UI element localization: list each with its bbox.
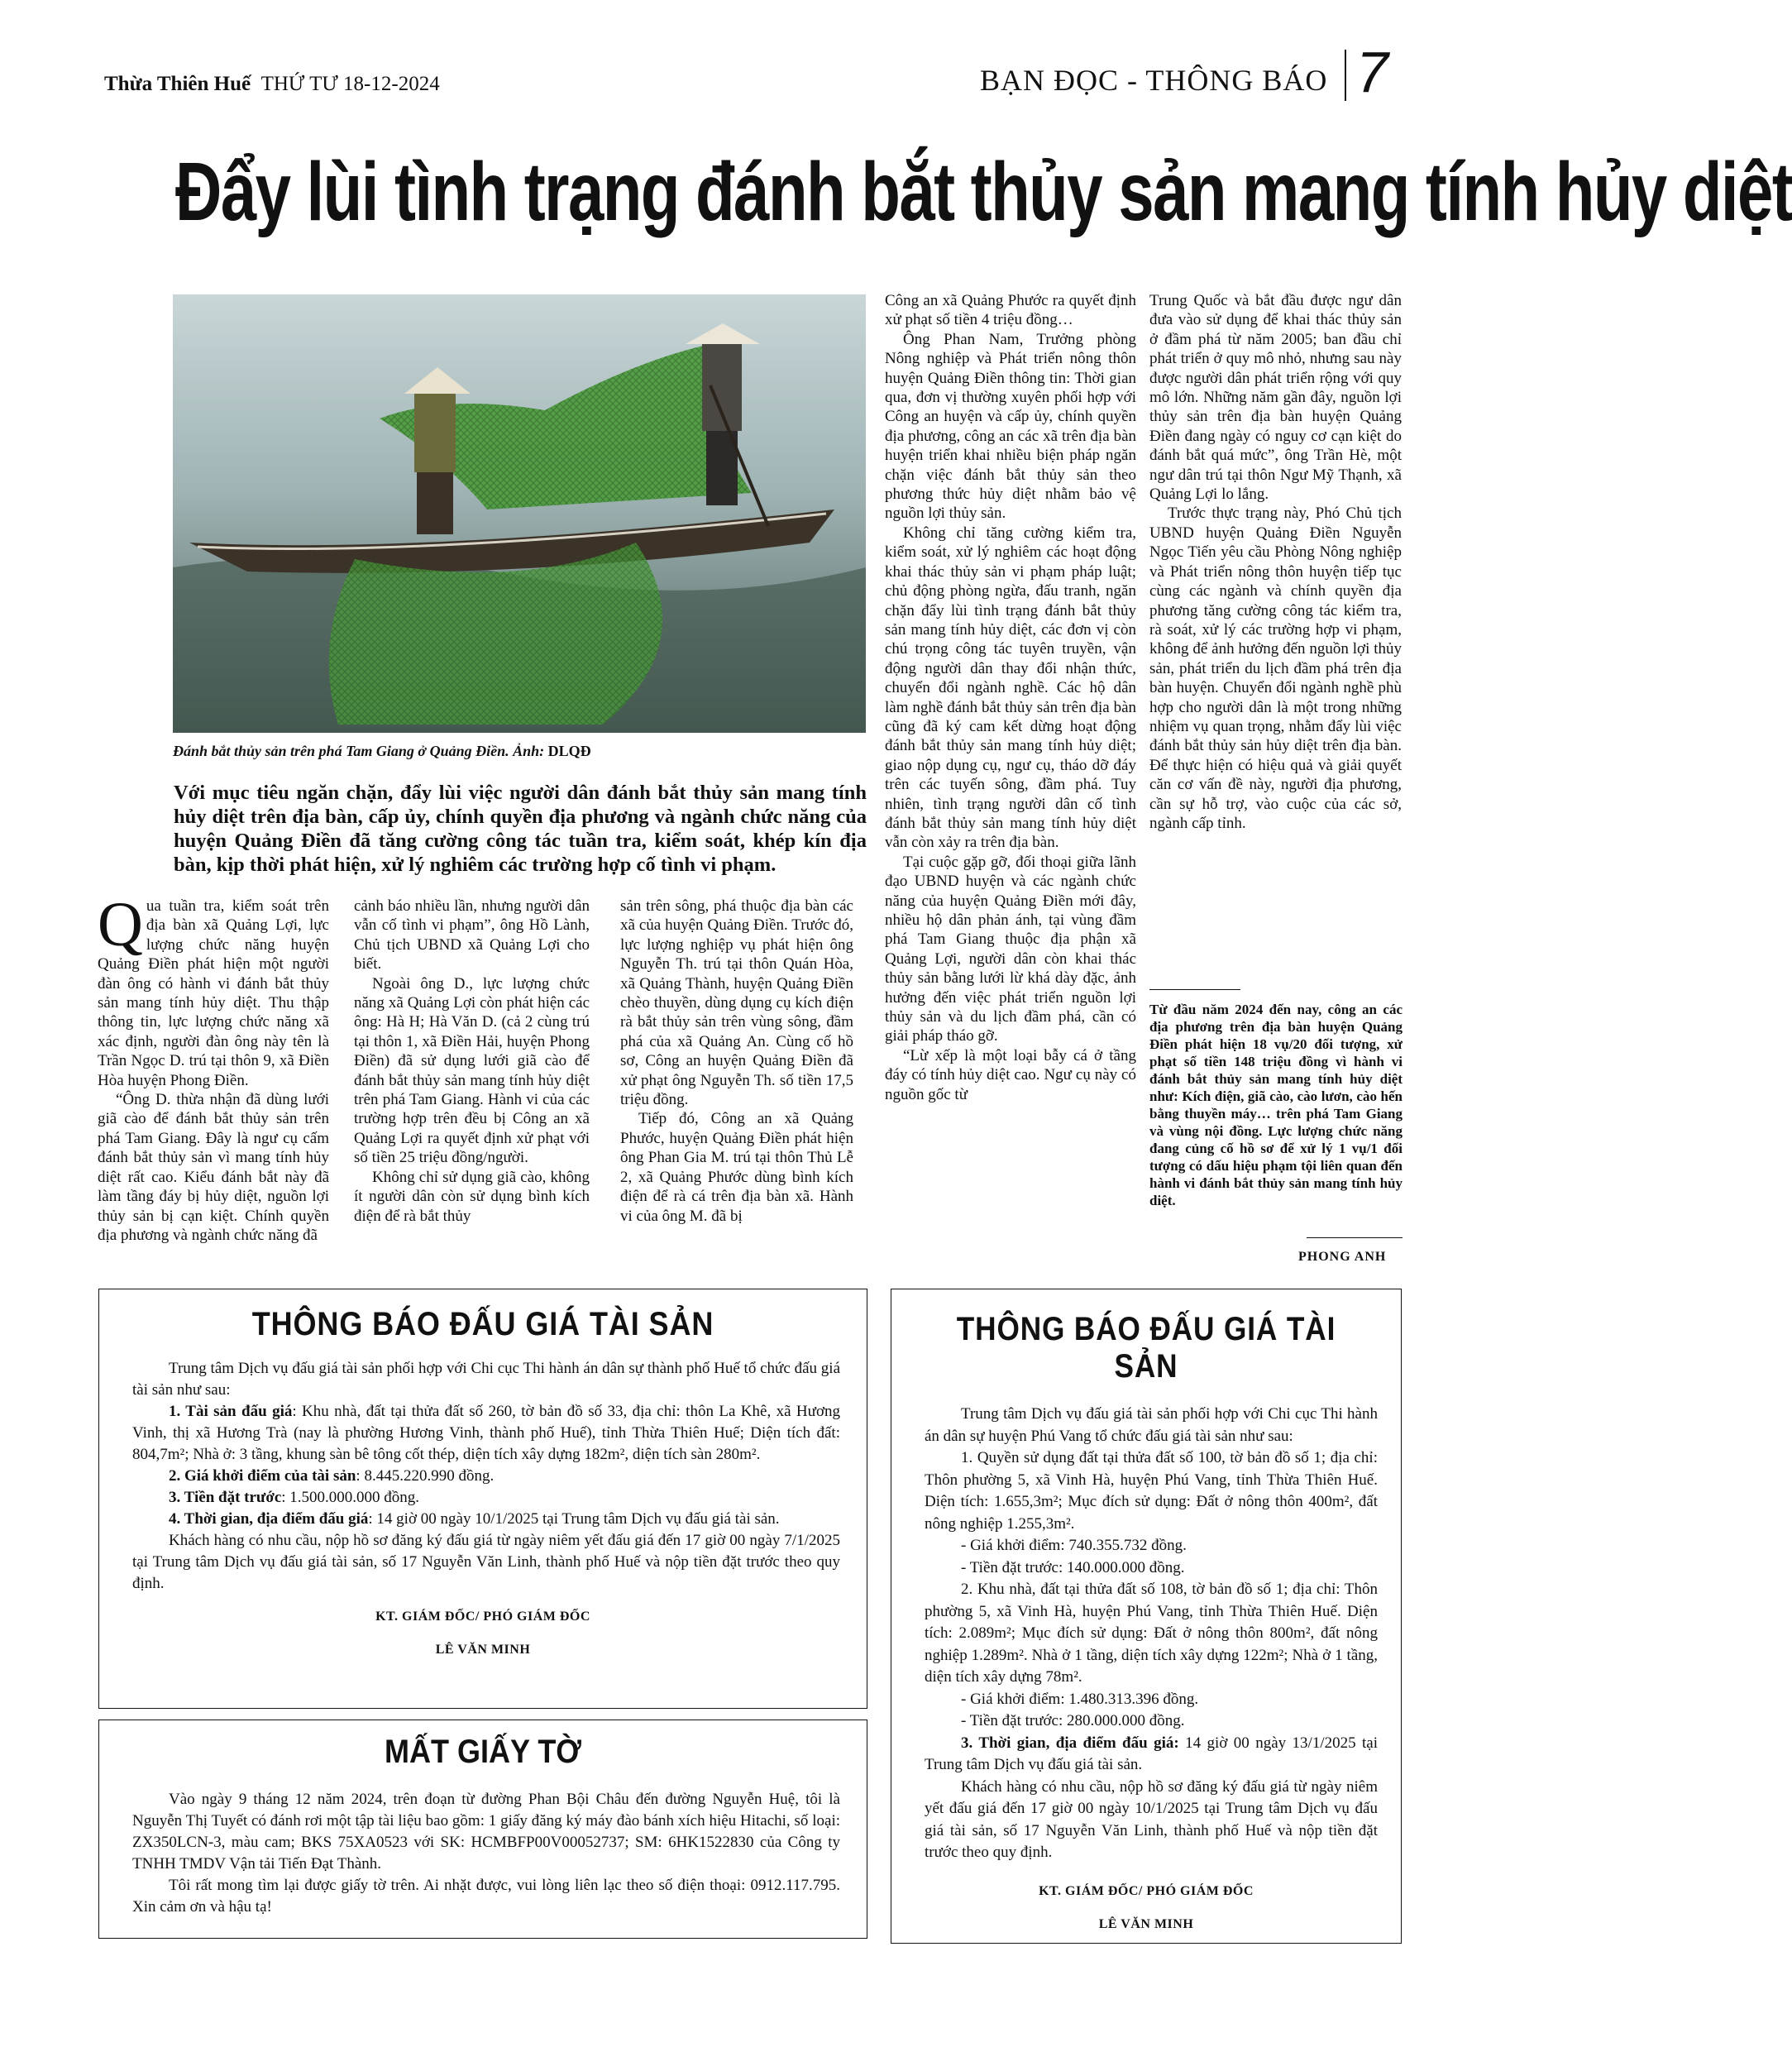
byline: PHONG ANH: [1298, 1250, 1387, 1264]
notice-body: Trung tâm Dịch vụ đấu giá tài sản phối hợp với Chi cục Thi hành án dân sự huyện Phú Vang tổ chức đấu giá tài sản như sau: 1. Quyền sử dụng đất tại thửa đất số 100, tờ bản đồ số 1; địa chỉ: Thôn phường 5, xã Vinh Hà, huyện Phú Vang, tỉnh Thừa Thiên Huế. Diện tích: 1.655,3m²; Mục đích sử dụng: Đất ở nông thôn 400m², đất nông nghiệp 1.255,3m². - Giá khởi điểm: 740.355.732 đồng. - Tiền đặt trước: 140.000.000 đồng. 2. Khu nhà, đất tại thửa đất số 108, tờ bản đồ số 1; địa chỉ: Thôn phường 5, xã Vinh Hà, huyện Phú Vang, tỉnh Thừa Thiên Huế. Diện tích: 2.089m²; Mục đích sử dụng: Đất ở nông thôn 800m², đất nông nghiệp 1.289m². Nhà ở 1 tầng, diện tích xây dựng 122m²; Nhà ở 1 tầng, diện tích xây dựng 78m². - Giá khởi điểm: 1.480.313.396 đồng. - Tiền đặt trước: 280.000.000 đồng. 3. Thời gian, địa điểm đấu giá: 14 giờ 00 ngày 13/1/2025 tại Trung tâm Dịch vụ đấu giá tài sản. Khách hàng có nhu cầu, nộp hồ sơ đăng ký đấu giá từ ngày niêm yết đấu giá đến 17 giờ 00 ngày 10/1/2025 tại Trung tâm Dịch vụ đấu giá tài sản, số 17 Nguyễn Văn Linh, thành phố Huế và nộp tiền đặt trước theo quy định.: [925, 1405, 1379, 1861]
auction-notice-phu-vang: [891, 1289, 1402, 1944]
auction-notice-hue: [98, 1289, 867, 1709]
sidebar-note: Từ đầu năm 2024 đến nay, công an các địa phương trên địa bàn huyện Quảng Điền phát hiện 18 vụ/20 đối tượng, xử phạt số tiền 148 triệu đồng vì hành vi đánh bắt thủy sản mang tính hủy diệt như: Kích điện, giã cào, cào lươn, cào hến bằng thuyền máy… trên phá Tam Giang và vùng nội đồng. Lực lượng chức năng đang củng cố hồ sơ để xử lý 1 vụ/1 đối tượng có dấu hiệu phạm tội liên quan đến hành vi đánh bắt thủy sản mang tính hủy diệt.: [1149, 1002, 1403, 1208]
header-divider: [1345, 50, 1346, 101]
article-headline: Đẩy lùi tình trạng đánh bắt thủy sản mang tính hủy diệt: [175, 146, 1792, 238]
notice-title: THÔNG BÁO ĐẤU GIÁ TÀI SẢN: [251, 1306, 714, 1342]
article-column-1: Qua tuần tra, kiểm soát trên địa bàn xã Quảng Lợi, lực lượng chức năng huyện Quảng Điền phát hiện một người đàn ông có hành vi đánh bắt thủy sản mang tính hủy diệt. Thu thập thông tin, lực lượng chức năng xã xác định, người đàn ông này tên là Trần Ngọc D. trú tại thôn 9, xã Điền Hòa huyện Phong Điền. “Ông D. thừa nhận đã dùng lưới giã cào để đánh bắt thủy sản trên phá Tam Giang. Đây là ngư cụ cấm đánh bắt thủy sản vì mang tính hủy diệt rất cao. Kiểu đánh bắt này đã làm tầng đáy bị hủy diệt, nguồn lợi thủy sản bị cạn kiệt. Chính quyền địa phương và ngành chức năng đã: [98, 890, 329, 1244]
notice-body: Trung tâm Dịch vụ đấu giá tài sản phối hợp với Chi cục Thi hành án dân sự thành phố Huế tổ chức đấu giá tài sản như sau: 1. Tài sản đấu giá: Khu nhà, đất tại thửa đất số 260, tờ bản đồ số 33, địa chỉ: thôn La Khê, xã Hương Vinh, thị xã Hương Trà (nay là phường Hương Vinh, thành phố Huế), tỉnh Thừa Thiên Huế; Diện tích đất: 804,7m²; Nhà ở: 3 tầng, khung sàn bê tông cốt thép, diện tích xây dựng 182m², diện tích sàn 280m². 2. Giá khởi điểm của tài sản: 8.445.220.990 đồng. 3. Tiền đặt trước: 1.500.000.000 đồng. 4. Thời gian, địa điểm đấu giá: 14 giờ 00 ngày 10/1/2025 tại Trung tâm Dịch vụ đấu giá tài sản. Khách hàng có nhu cầu, nộp hồ sơ đăng ký đấu giá từ ngày niêm yết đấu giá đến 17 giờ 00 ngày 7/1/2025 tại Trung tâm Dịch vụ đấu giá tài sản, số 17 Nguyễn Văn Linh, thành phố Huế và nộp tiền đặt trước theo quy định.: [132, 1360, 840, 1592]
article-lead: Với mục tiêu ngăn chặn, đẩy lùi việc người dân đánh bắt thủy sản mang tính hủy diệt trên địa bàn, cấp ủy, chính quyền địa phương và ngành chức năng của huyện Quảng Điền đã tăng cường công tác tuần tra, kiểm soát, khép kín địa bàn, kịp thời phát hiện, xử lý nghiêm các trường hợp cố tình vi phạm.: [174, 782, 867, 876]
signature-name: LÊ VĂN MINH: [1098, 1916, 1194, 1931]
signature-name: LÊ VĂN MINH: [435, 1643, 531, 1657]
signature-title: KT. GIÁM ĐỐC/ PHÓ GIÁM ĐỐC: [375, 1610, 590, 1624]
lost-documents-notice: [98, 1720, 867, 1939]
photo-caption: Đánh bắt thủy sản trên phá Tam Giang ở Quảng Điền. Ảnh: DLQĐ: [173, 743, 591, 759]
notice-body: Vào ngày 9 tháng 12 năm 2024, trên đoạn từ đường Phan Bội Châu đến đường Nguyễn Huệ, tôi là Nguyễn Thị Tuyết có đánh rơi một tập tài liệu bao gồm: 1 giấy đăng ký máy đào bánh xích hiệu Hitachi, số loại: ZX350LCN-3, màu cam; BKS 75XA0523 với SK: HCMBFP00V00052737; SM: 6HK1522830 của Công ty TNHH TMDV Vận tải Tiến Đạt Thành. Tôi rất mong tìm lại được giấy tờ trên. Ai nhặt được, vui lòng liên lạc theo số điện thoại: 0912.117.795. Xin cảm ơn và hậu tạ!: [132, 1791, 840, 1916]
photo-credit: DLQĐ: [547, 743, 591, 759]
masthead: [104, 73, 440, 96]
paper-name: Thừa Thiên Huế: [104, 73, 251, 95]
article-column-3: sản trên sông, phá thuộc địa bàn các xã của huyện Quảng Điền. Trước đó, lực lượng nghiệp vụ phát hiện ông Nguyễn Th. trú tại thôn Quán Hòa, xã Quảng Thành, huyện Quảng Điền chèo thuyền, dùng dụng cụ kích điện rà bắt thủy sản trên vùng sông, đầm phá của xã Quảng An. Cùng cố hồ sơ, Công an huyện Quảng Điền đã xử phạt ông Nguyễn Th. số tiền 17,5 triệu đồng. Tiếp đó, Công an xã Quảng Phước, huyện Quảng Điền phát hiện ông Phan Gia M. trú tại thôn Thủ Lễ 2, xã Quảng Phước dùng bình kích điện để rà cá trên địa bàn xã. Hành vi của ông M. đã bị: [620, 897, 853, 1225]
sidebar-top-rule: [1149, 989, 1240, 990]
article-column-4: Công an xã Quảng Phước ra quyết định xử phạt số tiền 4 triệu đồng… Ông Phan Nam, Trưởng phòng Nông nghiệp và Phát triển nông thôn huyện Quảng Điền thông tin: Thời gian qua, đơn vị thường xuyên phối hợp với Công an huyện và cấp ủy, chính quyền địa phương, công an các xã trên địa bàn huyện triển khai nhiều biện pháp ngăn chặn việc đánh bắt thủy sản theo phương thức hủy diệt nhằm bảo vệ nguồn lợi thủy sản. Không chỉ tăng cường kiểm tra, kiểm soát, xử lý nghiêm các hoạt động khai thác thủy sản vi phạm pháp luật; chủ động phòng ngừa, đấu tranh, ngăn chặn đẩy lùi tình trạng đánh bắt thủy sản mang tính hủy diệt, các đơn vị còn chú trọng công tác tuyên truyền, vận động người dân thay đổi nhận thức, chuyển đổi ngành nghề. Các hộ dân làm nghề đánh bắt thủy sản trên địa bàn cũng đã ký cam kết dừng hoạt động đánh bắt thủy sản mang tính hủy diệt; giao nộp dụng cụ, ngư cụ, tháo dỡ đáy trên các tuyến sông, đầm phá. Tuy nhiên, tình trạng người dân cố tình đánh bắt thủy sản mang tính hủy diệt vẫn còn xảy ra trên địa bàn. Tại cuộc gặp gỡ, đối thoại giữa lãnh đạo UBND huyện và các ngành chức năng của huyện Quảng Điền mới đây, nhiều hộ dân phản ánh, tại vùng đầm phá Tam Giang thuộc địa phận xã Quảng Lợi, người dân còn khai thác thủy sản bằng lưới lừ khá dày đặc, ảnh hưởng đến việc phát triển nguồn lợi thủy sản và du lịch đầm phá, cần có giải pháp tháo gỡ. “Lừ xếp là một loại bẫy cá ở tầng đáy có tính hủy diệt cao. Ngư cụ này có nguồn gốc từ: [885, 292, 1136, 1103]
signature-title: KT. GIÁM ĐỐC/ PHÓ GIÁM ĐỐC: [1039, 1883, 1254, 1898]
notice-title: MẤT GIẤY TỜ: [384, 1734, 582, 1770]
article-column-5: Trung Quốc và bắt đầu được ngư dân đưa vào sử dụng để khai thác thủy sản ở đầm phá từ năm 2005; ban đầu chỉ phát triển ở quy mô nhỏ, nhưng sau này được người dân phát triển rộng với quy mô lớn. Những năm gần đây, nguồn lợi thủy sản trên địa bàn huyện Quảng Điền đang ngày có nguy cơ cạn kiệt do đánh bắt quá mức”, ông Trần Hè, một ngư dân trú tại thôn Ngư Mỹ Thạnh, xã Quảng Lợi lo lắng. Trước thực trạng này, Phó Chủ tịch UBND huyện Quảng Điền Nguyễn Ngọc Tiến yêu cầu Phòng Nông nghiệp và Phát triển nông thôn huyện tiếp tục cùng các ngành và chính quyền địa phương tăng cường công tác kiểm tra, rà soát, xử lý các trường hợp vi phạm, không để ảnh hưởng đến nguồn lợi thủy sản, phát triển du lịch đầm phá trên địa bàn huyện. Chuyển đổi ngành nghề phù hợp cho người dân là một trong những nhiệm vụ quan trọng, nhằm đẩy lùi việc đánh bắt thủy sản hủy diệt trên địa bàn. Để thực hiện có hiệu quả và giải quyết căn cơ vấn đề này, người địa phương, cần sự hỗ trợ, vào cuộc của các sở, ngành cấp tỉnh.: [1149, 292, 1402, 832]
article-photo: [173, 294, 866, 733]
issue-date: THỨ TƯ 18-12-2024: [260, 73, 440, 95]
notice-title: THÔNG BÁO ĐẤU GIÁ TÀI SẢN: [956, 1311, 1336, 1385]
drop-cap: Q: [98, 890, 143, 959]
section-title: BẠN ĐỌC - THÔNG BÁO: [980, 64, 1328, 97]
sidebar-bottom-rule: [1307, 1237, 1403, 1238]
page-number: 7: [1356, 40, 1388, 104]
article-column-2: cảnh báo nhiều lần, nhưng người dân vẫn cố tình vi phạm”, ông Hồ Lành, Chủ tịch UBND xã Quảng Lợi cho biết. Ngoài ông D., lực lượng chức năng xã Quảng Lợi còn phát hiện các ông: Hà H; Hà Văn D. (cả 2 cùng trú tại thôn 1, xã Điền Hải, huyện Phong Điền) đã sử dụng lưới giã cào để đánh bắt thủy sản mang tính hủy diệt trên phá Tam Giang. Hành vi của các trường hợp trên đều bị Công an xã Quảng Lợi ra quyết định xử phạt với số tiền 25 triệu đồng/người. Không chỉ sử dụng giã cào, không ít người dân còn sử dụng bình kích điện để rà bắt thủy: [354, 897, 590, 1225]
